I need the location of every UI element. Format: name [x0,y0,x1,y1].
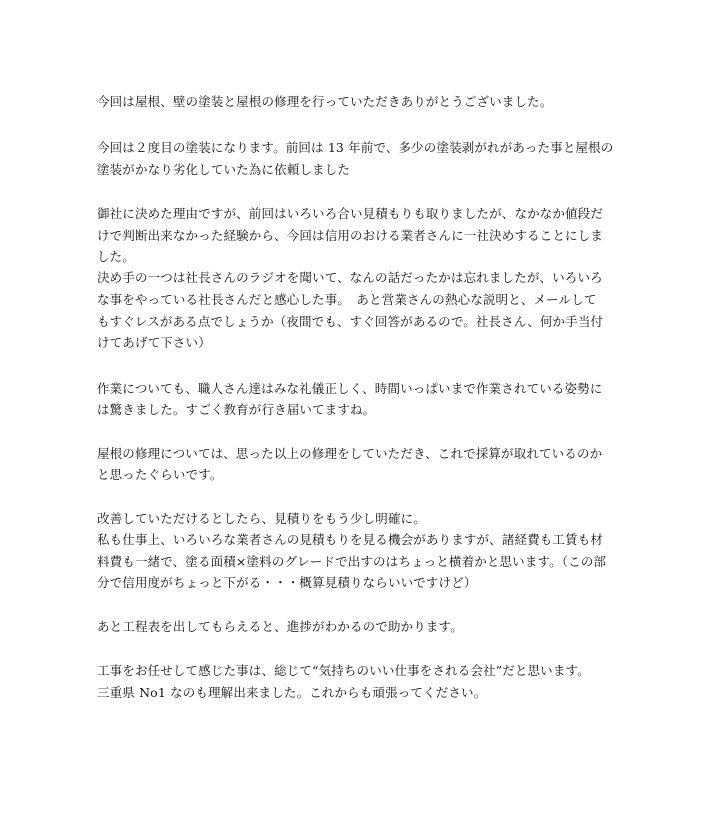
letter-line: 三重県 No1 なのも理解出来ました。これからも頑張ってください。 [97,685,487,700]
letter-line: と思ったぐらいです。 [97,467,223,482]
letter-line: は驚きました。すごく教育が行き届いてますね。 [97,402,376,417]
letter-line: 改善していただけるとしたら、見積りをもう少し明確に。 [97,511,426,526]
letter-line: けてあげて下さい） [97,335,211,350]
letter-line: 私も仕事上、いろいろな業者さんの見積もりを見る機会がありますが、諸経費も工賃も材 [97,532,604,547]
letter-line: 料費も一緒で、塗る面積×塗料のグレードで出すのはちょっと横着かと思います。（この部 [97,554,607,569]
letter-line: 今回は２度目の塗装になります。前回は 13 年前で、多少の塗装剥がれがあった事と屋根の [97,140,614,155]
letter-line: 決め手の一つは社長さんのラジオを聞いて、なんの話だったかは忘れましたが、いろいろ [97,270,603,285]
letter-line: 塗装がかなり劣化していた為に依頼しました [97,162,351,177]
letter-line: あと工程表を出してもらえると、進捗がわかるので助かります。 [97,619,463,634]
letter-line: した。 [97,249,135,264]
letter-line: 工事をお任せして感じた事は、総じて“気持ちのいい仕事をされる会社”だと思います。 [97,663,590,678]
letter-line: 屋根の修理については、思った以上の修理をしていただき、これで採算が取れているのか [97,446,603,461]
letter-line: 今回は屋根、壁の塗装と屋根の修理を行っていただきありがとうございました。 [97,94,553,109]
letter-line: 作業についても、職人さん達はみな礼儀正しく、時間いっぱいまで作業されている姿勢に [97,381,603,396]
letter-line: 分で信用度がちょっと下がる・・・概算見積りならいいですけど） [97,575,477,590]
letter-line: な事をやっている社長さんだと感心した事。 あと営業さんの熱心な説明と、メールして [97,292,597,307]
letter-line: 御社に決めた理由ですが、前回はいろいろ合い見積もりも取りましたが、なかなか値段だ [97,206,604,221]
letter-line: けで判断出来なかった経験から、今回は信用のおける業者さんに一社決めすることにしま [97,228,604,243]
letter-line: もすぐレスがある点でしょうか（夜間でも、すぐ回答があるので。社長さん、何か手当付 [97,314,604,329]
